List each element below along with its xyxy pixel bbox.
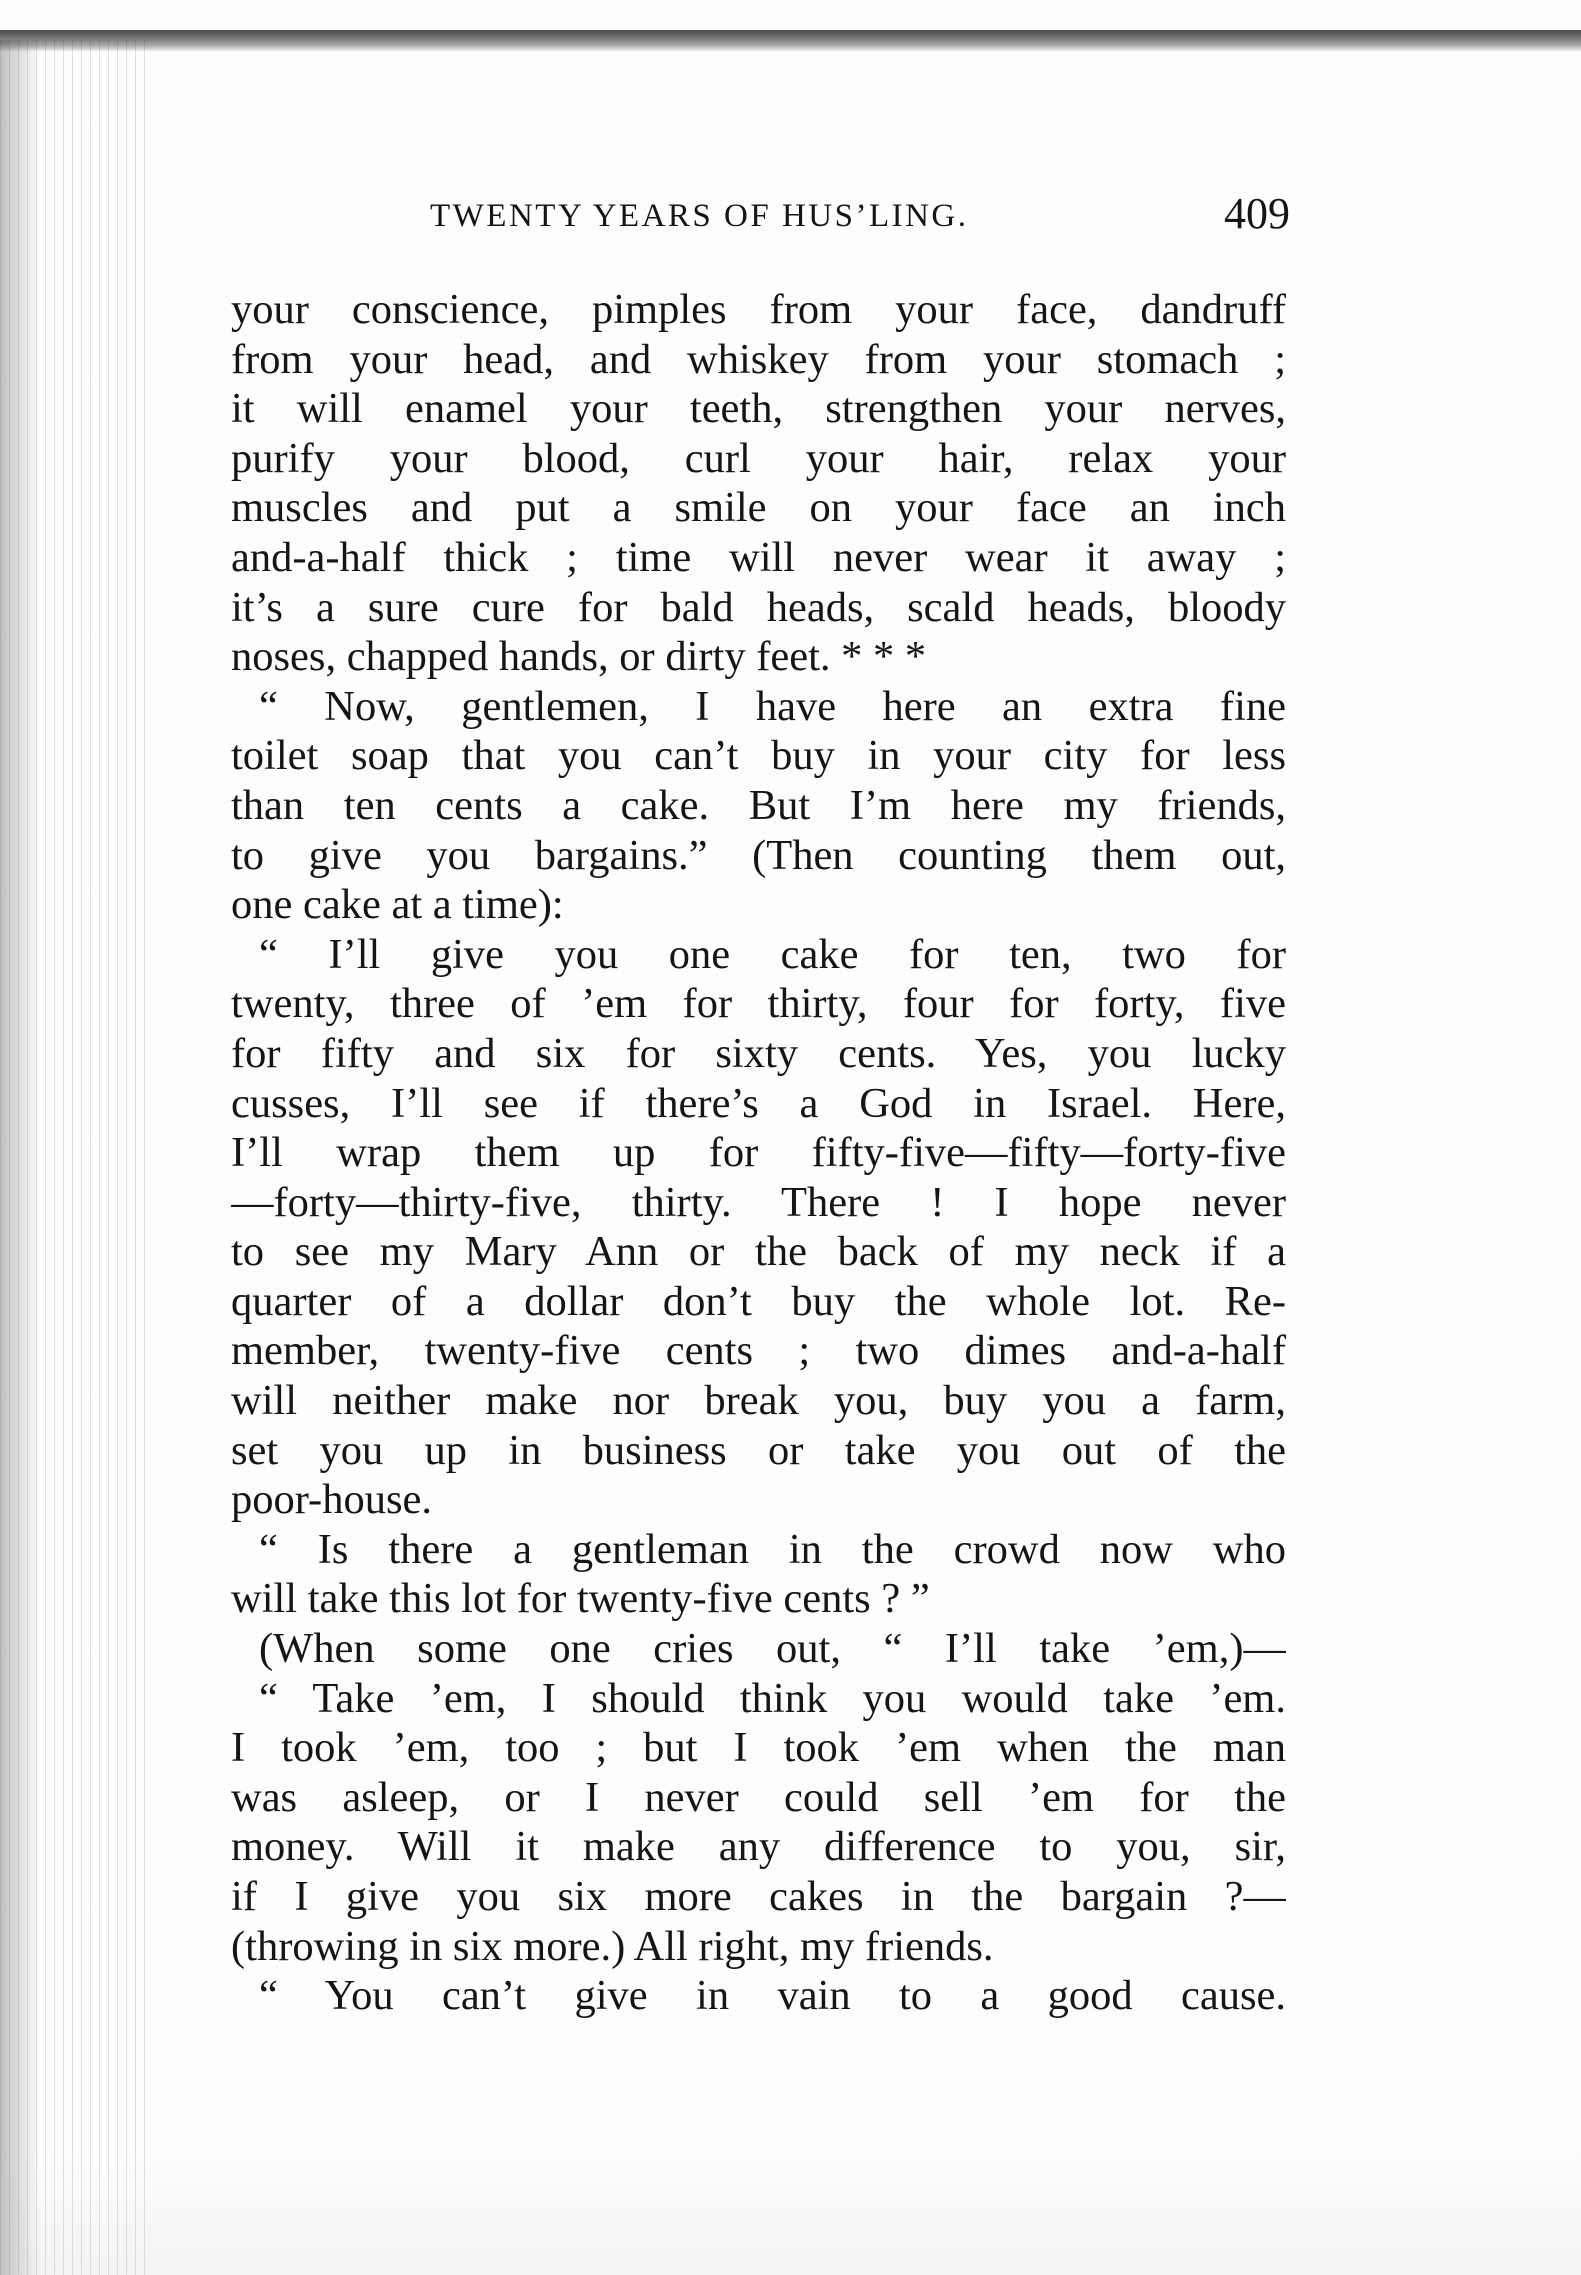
- text-line: member, twenty-five cents ; two dimes and-a-half: [231, 1327, 1286, 1375]
- text-line: will neither make nor break you, buy you a farm,: [231, 1377, 1286, 1425]
- running-title: TWENTY YEARS OF HUS’LING.: [430, 198, 969, 234]
- text-line: “ You can’t give in vain to a good cause.: [259, 1972, 1286, 2020]
- text-line: than ten cents a cake. But I’m here my friends,: [231, 781, 1286, 829]
- text-line: “ Now, gentlemen, I have here an extra fine: [259, 682, 1286, 730]
- text-line: and-a-half thick ; time will never wear it away ;: [231, 533, 1286, 581]
- binding-shadow: [0, 40, 40, 2275]
- text-line: it will enamel your teeth, strengthen your nerves,: [231, 385, 1286, 433]
- text-line: quarter of a dollar don’t buy the whole lot. Re-: [231, 1277, 1286, 1325]
- text-line: (When some one cries out, “ I’ll take ’em,)—: [259, 1625, 1286, 1673]
- text-line: it’s a sure cure for bald heads, scald heads, bloody: [231, 583, 1286, 631]
- text-line: noses, chapped hands, or dirty feet. * * *: [231, 633, 927, 681]
- text-line: your conscience, pimples from your face, dandruff: [231, 286, 1286, 333]
- text-line: twenty, three of ’em for thirty, four for forty, five: [231, 980, 1286, 1028]
- text-line: set you up in business or take you out of the: [231, 1426, 1286, 1474]
- text-line: muscles and put a smile on your face an inch: [231, 484, 1286, 532]
- text-line: I took ’em, too ; but I took ’em when the man: [231, 1724, 1286, 1772]
- text-line: from your head, and whiskey from your stomach ;: [231, 335, 1286, 383]
- text-line: if I give you six more cakes in the bargain ?—: [231, 1873, 1286, 1920]
- text-line: one cake at a time):: [231, 881, 564, 929]
- scan-bottom-noise: [0, 2150, 1581, 2275]
- running-head: [230, 188, 1290, 248]
- text-line: toilet soap that you can’t buy in your city for less: [231, 732, 1286, 780]
- text-line: will take this lot for twenty-five cents ? ”: [231, 1575, 930, 1623]
- text-line: money. Will it make any difference to you, sir,: [231, 1823, 1286, 1871]
- text-line: for fifty and six for sixty cents. Yes, you lucky: [231, 1029, 1286, 1077]
- text-line: “ Is there a gentleman in the crowd now who: [259, 1525, 1286, 1573]
- scan-top-edge: [0, 30, 1581, 52]
- text-line: purify your blood, curl your hair, relax your: [231, 434, 1286, 482]
- text-line: (throwing in six more.) All right, my friends.: [231, 1922, 994, 1970]
- text-line: to see my Mary Ann or the back of my neck if a: [231, 1228, 1286, 1276]
- text-line: to give you bargains.” (Then counting them out,: [231, 831, 1286, 879]
- body-text: [231, 285, 1286, 2021]
- text-line: “ I’ll give you one cake for ten, two for: [259, 930, 1286, 978]
- text-line: —forty—thirty-five, thirty. There ! I hope never: [231, 1178, 1286, 1226]
- text-line: cusses, I’ll see if there’s a God in Israel. Here,: [231, 1079, 1286, 1127]
- text-line: poor-house.: [231, 1476, 432, 1524]
- text-line: I’ll wrap them up for fifty-five—fifty—forty-five: [231, 1129, 1286, 1177]
- text-line: “ Take ’em, I should think you would take ’em.: [259, 1674, 1286, 1722]
- text-line: was asleep, or I never could sell ’em for the: [231, 1773, 1286, 1821]
- page-number: 409: [1224, 189, 1290, 238]
